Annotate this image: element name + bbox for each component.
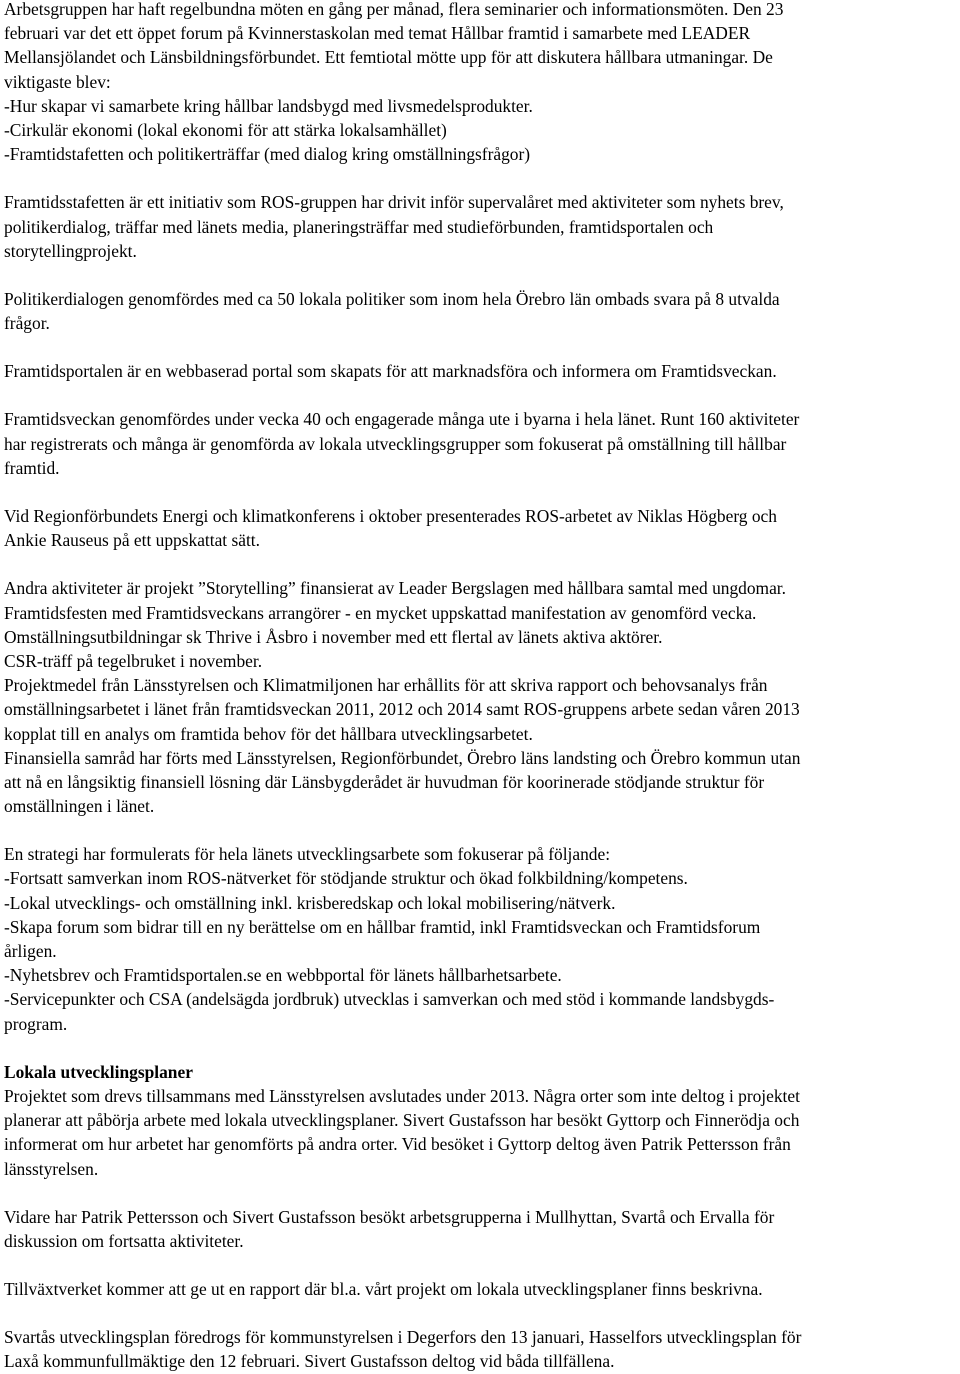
paragraph-gap <box>4 552 960 576</box>
text-line: Omställningsutbildningar sk Thrive i Åsbro i november med ett flertal av länets aktiva aktörer. <box>4 626 663 647</box>
text-line: Laxå kommunfullmäktige den 12 februari. Sivert Gustafsson deltog vid båda tillfällena. <box>4 1351 615 1372</box>
text-line: informerat om hur arbetet har genomförts på andra orter. Vid besöket i Gyttorp deltog även Patrik Pettersson från <box>4 1134 791 1155</box>
text-line: omställningen i länet. <box>4 796 155 817</box>
document-body <box>4 0 960 1374</box>
paragraph-gap <box>4 383 960 407</box>
paragraph-gap <box>4 1301 960 1325</box>
text-line: CSR-träff på tegelbruket i november. <box>4 650 263 671</box>
text-line: Framtidsstafetten är ett initiativ som ROS-gruppen har drivit inför supervalåret med aktiviteter som nyhets brev, <box>4 192 784 213</box>
paragraph-gap <box>4 335 960 359</box>
text-line: En strategi har formulerats för hela länets utvecklingsarbete som fokuserar på följande: <box>4 844 611 865</box>
text-line: Mellansjölandet och Länsbildningsförbundet. Ett femtiotal mötte upp för att diskutera hållbara utmaningar. De <box>4 47 773 68</box>
text-line: planerar att påbörja arbete med lokala utvecklingsplaner. Sivert Gustafsson har besökt Gyttorp och Finnerödja och <box>4 1110 800 1131</box>
text-line: politikerdialog, träffar med länets media, planeringsträffar med studieförbunden, framtidsportalen och <box>4 216 714 237</box>
text-line: storytellingprojekt. <box>4 240 137 261</box>
text-line: viktigaste blev: <box>4 71 111 92</box>
text-line: -Framtidstafetten och politikerträffar (med dialog kring omställningsfrågor) <box>4 144 531 165</box>
text-line: -Hur skapar vi samarbete kring hållbar landsbygd med livsmedelsprodukter. <box>4 95 533 116</box>
text-line: kopplat till en analys om framtida behov för det hållbara utvecklingsarbetet. <box>4 723 533 744</box>
text-line: Arbetsgruppen har haft regelbundna möten en gång per månad, flera seminarier och informationsmöten. Den 23 <box>4 0 784 19</box>
paragraph-gap <box>4 263 960 287</box>
text-line: Vid Regionförbundets Energi och klimatkonferens i oktober presenterades ROS-arbetet av Niklas Högberg och <box>4 506 777 526</box>
text-line: frågor. <box>4 313 50 334</box>
text-line: Tillväxtverket kommer att ge ut en rapport där bl.a. vårt projekt om lokala utvecklingsplaner finns beskrivna. <box>4 1279 763 1300</box>
text-line: -Servicepunkter och CSA (andelsägda jordbruk) utvecklas i samverkan och med stöd i kommande landsbygds- <box>4 989 775 1010</box>
text-line: länsstyrelsen. <box>4 1158 99 1179</box>
text-line: Projektmedel från Länsstyrelsen och Klimatmiljonen har erhållits för att skriva rapport och behovsanalys från <box>4 675 768 696</box>
paragraph-gap <box>4 1036 960 1060</box>
text-line: -Fortsatt samverkan inom ROS-nätverket för stödjande struktur och ökad folkbildning/kompetens. <box>4 868 688 889</box>
text-line: Framtidsportalen är en webbaserad portal som skapats för att marknadsföra och informera om Framtidsveckan. <box>4 361 777 382</box>
text-line: -Cirkulär ekonomi (lokal ekonomi för att stärka lokalsamhället) <box>4 119 447 140</box>
text-line: diskussion om fortsatta aktiviteter. <box>4 1230 244 1251</box>
text-line: Finansiella samråd har förts med Länsstyrelsen, Regionförbundet, Örebro läns landsting och Örebro kommun utan <box>4 747 801 768</box>
paragraph-gap <box>4 1253 960 1277</box>
text-line: program. <box>4 1013 68 1034</box>
text-line: Svartås utvecklingsplan föredrogs för kommunstyrelsen i Degerfors den 13 januari, Hasselfors utvecklingsplan för <box>4 1327 802 1348</box>
text-line: Framtidsfesten med Framtidsveckans arrangörer - en mycket uppskattad manifestation av genomförd vecka. <box>4 602 757 623</box>
text-line: framtid. <box>4 457 60 478</box>
text-line: årligen. <box>4 941 57 961</box>
paragraph-gap <box>4 1181 960 1205</box>
text-line: Politikerdialogen genomfördes med ca 50 lokala politiker som inom hela Örebro län ombads svara på 8 utvalda <box>4 288 780 309</box>
text-line: omställningsarbetet i länet från framtidsveckan 2011, 2012 och 2014 samt ROS-gruppens arbete sedan våren 2013 <box>4 699 800 720</box>
paragraph-gap <box>4 480 960 504</box>
text-line: Ankie Rauseus på ett uppskattat sätt. <box>4 530 260 551</box>
text-line: att nå en långsiktig finansiell lösning där Länsbygderådet är huvudman för koorinerade stödjande struktur för <box>4 771 765 792</box>
text-line: Projektet som drevs tillsammans med Länsstyrelsen avslutades under 2013. Några orter som inte deltog i projektet <box>4 1085 800 1106</box>
section-heading: Lokala utvecklingsplaner <box>4 1061 193 1082</box>
paragraph-gap <box>4 818 960 842</box>
text-line: Andra aktiviteter är projekt ”Storytelling” finansierat av Leader Bergslagen med hållbara samtal med ungdomar. <box>4 578 786 599</box>
text-line: -Skapa forum som bidrar till en ny berättelse om en hållbar framtid, inkl Framtidsveckan och Framtidsforum <box>4 916 761 937</box>
text-line: februari var det ett öppet forum på Kvinnerstaskolan med temat Hållbar framtid i samarbete med LEADER <box>4 23 751 44</box>
paragraph-gap <box>4 166 960 190</box>
text-line: Framtidsveckan genomfördes under vecka 40 och engagerade många ute i byarna i hela länet. Runt 160 aktiviteter <box>4 409 800 430</box>
text-line: Vidare har Patrik Pettersson och Sivert Gustafsson besökt arbetsgrupperna i Mullhyttan, Svartå och Ervalla för <box>4 1206 775 1227</box>
text-line: har registrerats och många är genomförda av lokala utvecklingsgrupper som fokuserat på omställning till hållbar <box>4 433 787 454</box>
text-line: -Nyhetsbrev och Framtidsportalen.se en webbportal för länets hållbarhetsarbete. <box>4 965 562 986</box>
text-line: -Lokal utvecklings- och omställning inkl. krisberedskap och lokal mobilisering/nätverk. <box>4 892 616 913</box>
